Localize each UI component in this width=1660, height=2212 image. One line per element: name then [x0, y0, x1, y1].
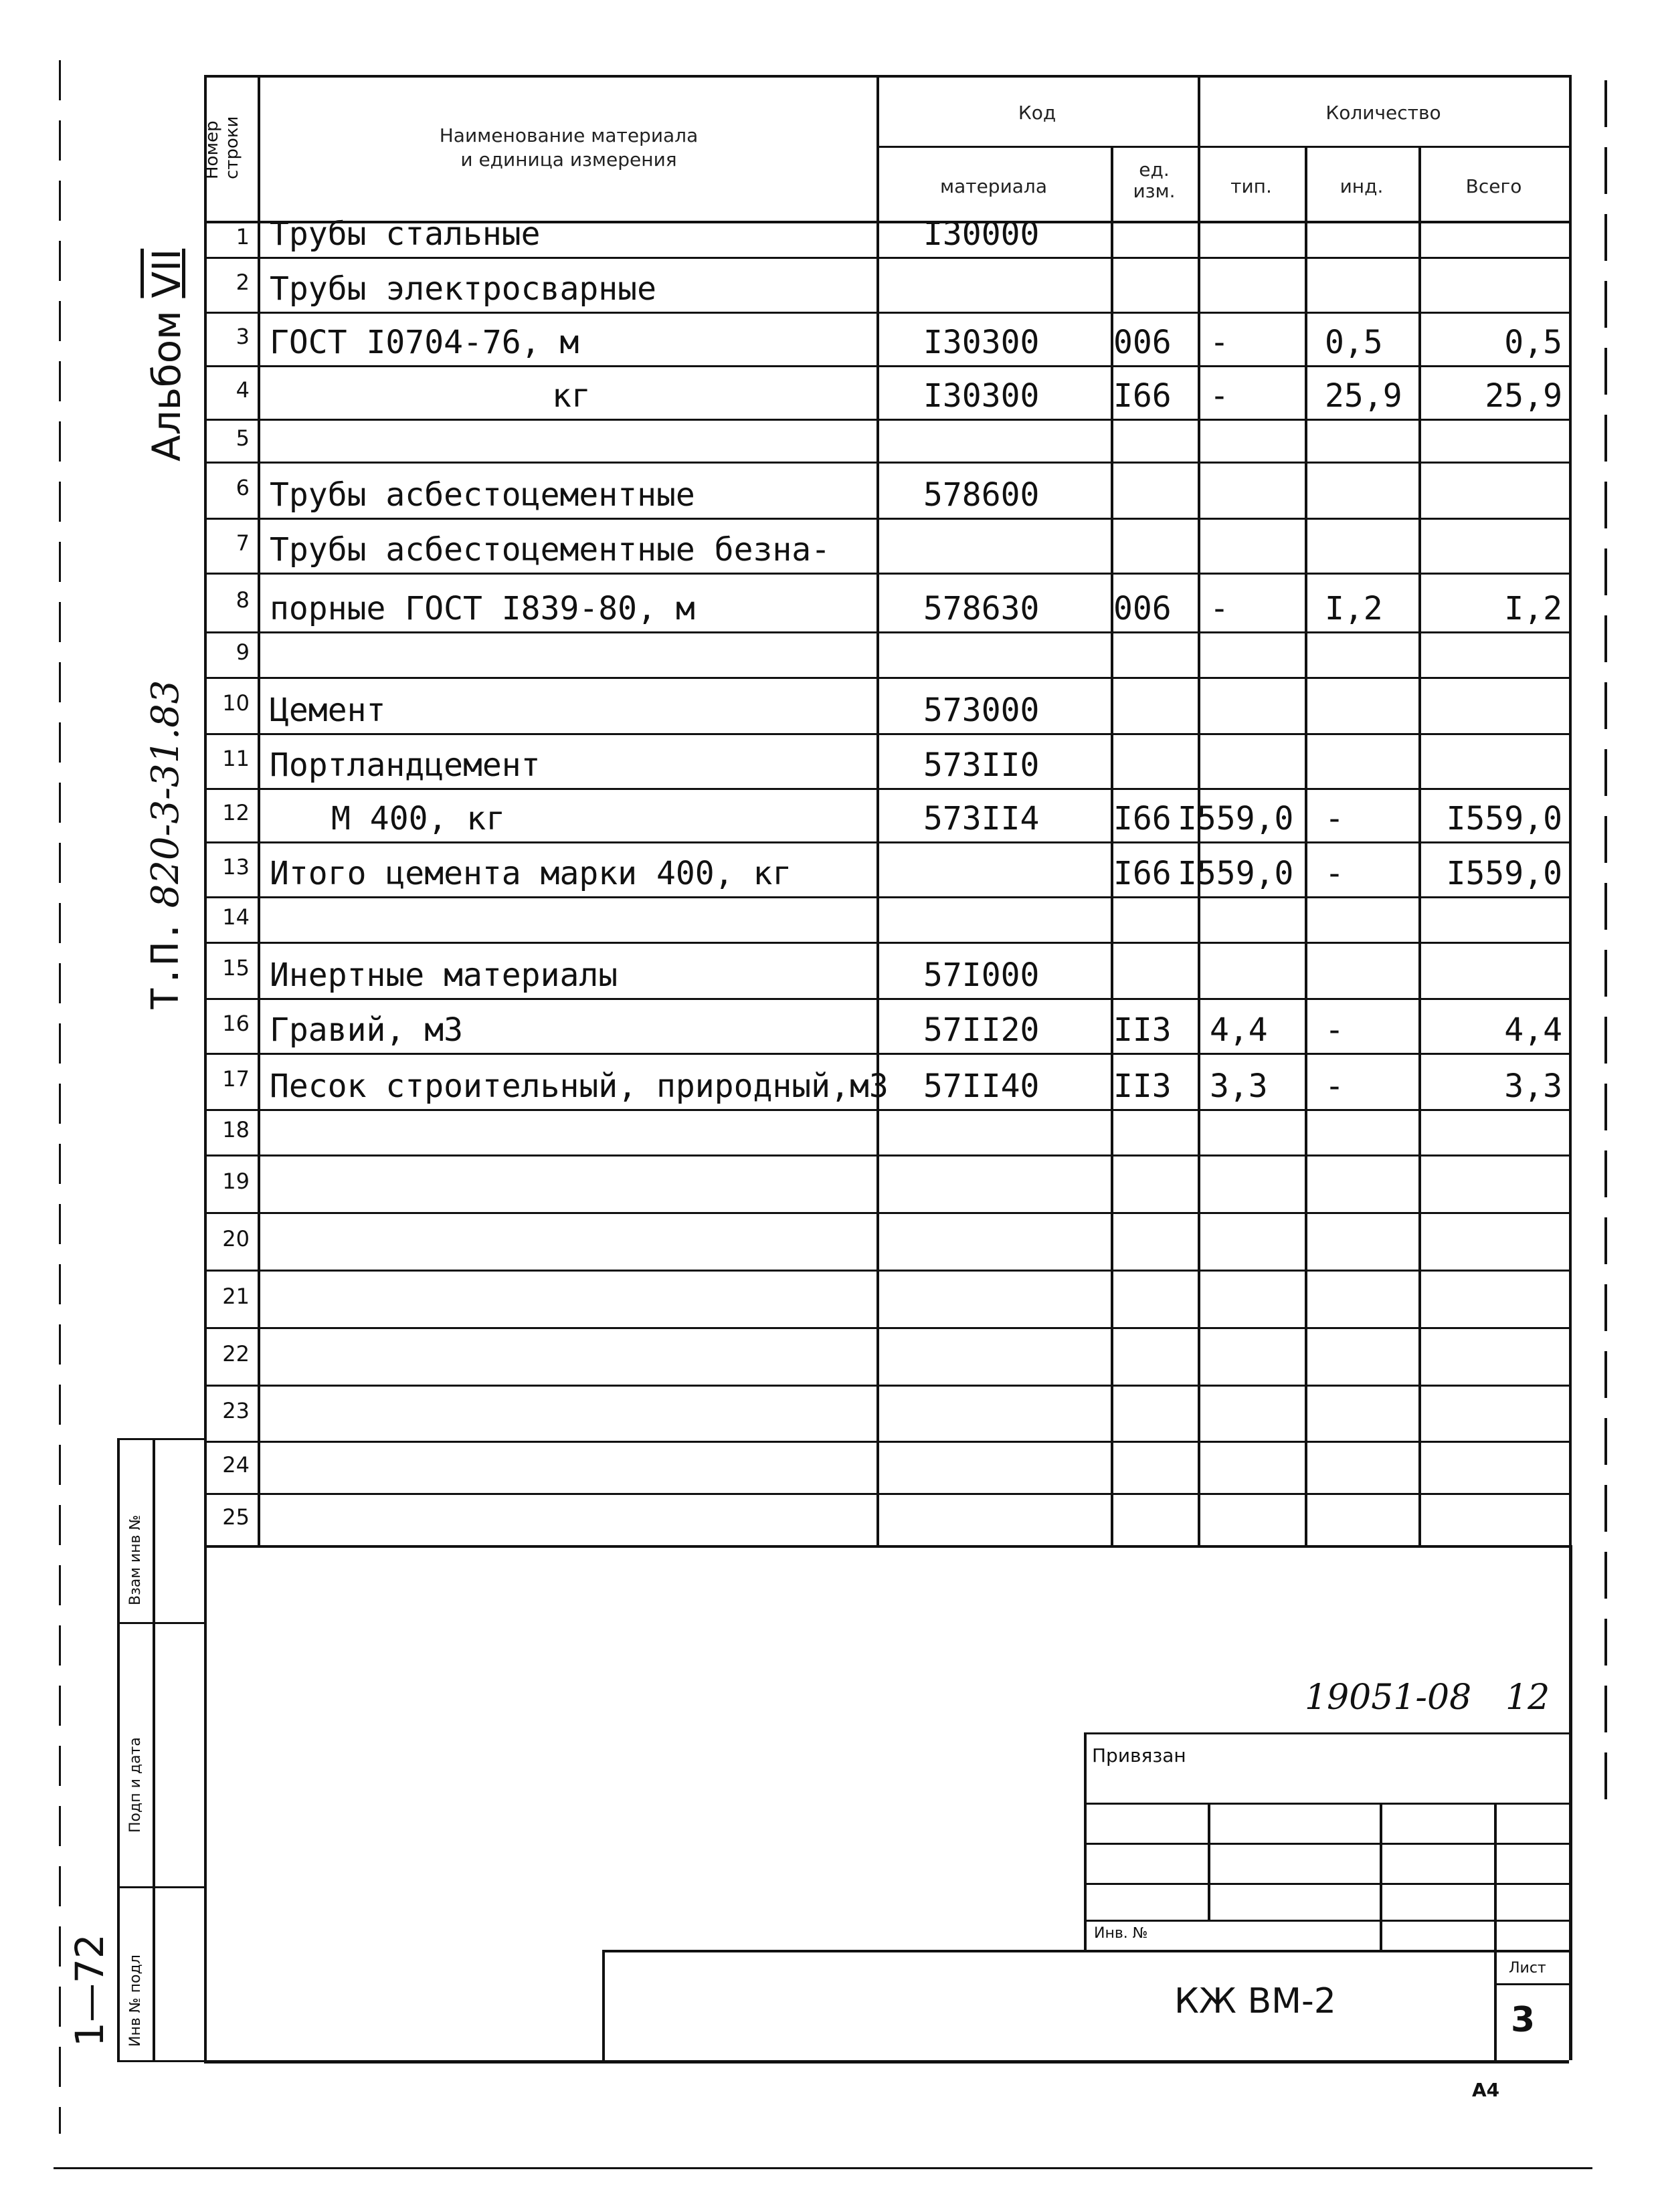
row-number: 22 [222, 1341, 250, 1367]
row-number: 5 [236, 425, 250, 451]
row-qty-ind: - [1325, 855, 1344, 892]
row-code: I30300 [923, 377, 1040, 415]
row-name: Цемент [270, 692, 386, 729]
row-number: 3 [236, 324, 250, 349]
header-row-number: Номер строки [202, 116, 242, 179]
grid-hline [204, 75, 1569, 78]
header-code-unit: ед. изм. [1133, 159, 1176, 202]
format-label: А4 [1472, 2079, 1500, 2101]
row-qty-type: - [1210, 590, 1229, 627]
row-number: 23 [222, 1398, 250, 1423]
row-unit: I66 [1113, 855, 1172, 892]
row-qty-total: 3,3 [1504, 1068, 1562, 1105]
header-quantity: Количество [1325, 102, 1441, 124]
grid-hline [204, 998, 1569, 1000]
row-number: 19 [222, 1169, 250, 1194]
grid-hline [204, 1441, 1569, 1443]
grid-hline [204, 257, 1569, 259]
row-qty-ind: I,2 [1325, 590, 1383, 627]
inv-no-label: Инв. № [1094, 1925, 1148, 1942]
grid-vline [1418, 146, 1421, 1545]
row-code: 573000 [923, 692, 1040, 729]
doc-number: 19051-08 [1305, 1678, 1472, 1718]
row-unit: 006 [1113, 590, 1172, 627]
row-number: 6 [236, 475, 250, 500]
doc-sheet: 12 [1505, 1678, 1550, 1718]
header-qty-type: тип. [1230, 175, 1272, 197]
grid-vline [1084, 1732, 1087, 1950]
privyazan-label: Привязан [1092, 1744, 1186, 1767]
header-name: Наименование материала и единица измерения [439, 124, 699, 171]
grid-hline [204, 1545, 1569, 1548]
album-label: Альбом VII [144, 248, 189, 462]
row-qty-total: 4,4 [1504, 1011, 1562, 1049]
row-number: 9 [236, 639, 250, 665]
strip-vzam: Взам инв № [127, 1514, 144, 1605]
row-qty-type: - [1210, 377, 1229, 415]
row-number: 15 [222, 955, 250, 981]
grid-hline [204, 1493, 1569, 1495]
grid-hline [204, 573, 1569, 575]
row-name: Гравий, м3 [270, 1011, 463, 1049]
grid-hline [204, 1385, 1569, 1387]
row-number: 7 [236, 530, 250, 556]
row-qty-total: I,2 [1504, 590, 1562, 627]
row-number: 10 [222, 690, 250, 716]
grid-hline [204, 677, 1569, 679]
grid-hline [204, 365, 1569, 367]
row-name: порные ГОСТ I839-80, м [270, 590, 695, 627]
row-qty-type: - [1210, 324, 1229, 361]
grid-vline [1569, 75, 1572, 1545]
grid-vline [1494, 1803, 1497, 2060]
page-number: 1—72 [67, 1934, 112, 2047]
row-qty-ind: - [1325, 1068, 1344, 1105]
row-number: 2 [236, 270, 250, 295]
header-code-material: материала [939, 175, 1047, 197]
row-name: Трубы электросварные [270, 270, 656, 308]
row-name: Итого цемента марки 400, кг [270, 855, 792, 892]
row-name: Песок строительный, природный,м3 [270, 1068, 889, 1105]
grid-hline [204, 896, 1569, 898]
row-qty-ind: 0,5 [1325, 324, 1383, 361]
grid-hline [1494, 1983, 1569, 1985]
header-code: Код [1018, 102, 1056, 124]
grid-vline [1305, 146, 1307, 1545]
row-number: 20 [222, 1226, 250, 1251]
row-code: 578630 [923, 590, 1040, 627]
row-unit: II3 [1113, 1011, 1172, 1049]
grid-hline [204, 1109, 1569, 1111]
row-code: 573II0 [923, 746, 1040, 784]
row-code: 57II40 [923, 1068, 1040, 1105]
strip-podp: Подп и дата [127, 1737, 144, 1833]
right-margin-line [1604, 80, 1607, 1819]
grid-vline [1380, 1803, 1382, 1950]
row-unit: 006 [1113, 324, 1172, 361]
grid-hline [117, 1438, 204, 1440]
row-unit: II3 [1113, 1068, 1172, 1105]
grid-hline [204, 1327, 1569, 1329]
grid-hline [204, 419, 1569, 421]
grid-vline [1208, 1803, 1210, 1920]
row-unit: I66 [1113, 377, 1172, 415]
margin-line [59, 60, 61, 2134]
grid-hline [204, 1212, 1569, 1214]
row-code: 573II4 [923, 800, 1040, 837]
row-qty-type: I559,0 [1178, 855, 1294, 892]
grid-vline [877, 75, 879, 1545]
bottom-rule [54, 2167, 1592, 2169]
row-name: Трубы асбестоцементные [270, 476, 695, 514]
header-qty-ind: инд. [1340, 175, 1384, 197]
row-name: Портландцемент [270, 746, 541, 784]
grid-hline [204, 788, 1569, 790]
row-number: 21 [222, 1284, 250, 1309]
row-name: кг [552, 377, 591, 415]
sheet-number: 3 [1511, 2000, 1536, 2040]
row-number: 16 [222, 1011, 250, 1036]
row-qty-type: 3,3 [1210, 1068, 1268, 1105]
grid-hline [204, 631, 1569, 633]
row-qty-total: 25,9 [1485, 377, 1562, 415]
grid-vline [1569, 1545, 1572, 2060]
row-qty-ind: - [1325, 1011, 1344, 1049]
row-name: ГОСТ I0704-76, м [270, 324, 579, 361]
project-code: Т.П. 820-3-31.83 [144, 680, 187, 1010]
grid-vline [117, 1438, 120, 2060]
grid-hline [204, 1270, 1569, 1272]
grid-vline [602, 1950, 605, 2060]
grid-vline [153, 1438, 155, 2060]
grid-hline [204, 1053, 1569, 1055]
row-qty-ind: 25,9 [1325, 377, 1402, 415]
row-qty-total: I559,0 [1446, 800, 1562, 837]
row-number: 25 [222, 1504, 250, 1530]
row-name: Трубы стальные [270, 215, 541, 253]
grid-vline [204, 1545, 207, 2060]
grid-hline [204, 942, 1569, 944]
row-number: 13 [222, 854, 250, 880]
grid-hline [117, 2060, 204, 2062]
row-qty-total: 0,5 [1504, 324, 1562, 361]
row-name: Трубы асбестоцементные безна- [270, 531, 831, 569]
row-qty-type: 4,4 [1210, 1011, 1268, 1049]
row-qty-type: I559,0 [1178, 800, 1294, 837]
row-number: 4 [236, 377, 250, 403]
row-code: I30000 [923, 215, 1040, 253]
header-qty-total: Всего [1465, 175, 1522, 197]
grid-hline [204, 841, 1569, 843]
row-number: 8 [236, 587, 250, 613]
row-number: 1 [236, 224, 250, 249]
grid-hline [204, 518, 1569, 520]
row-number: 17 [222, 1066, 250, 1092]
row-code: 578600 [923, 476, 1040, 514]
strip-inv: Инв № подл [127, 1954, 144, 2047]
grid-hline [204, 2060, 1569, 2064]
grid-hline [204, 312, 1569, 314]
row-code: 57I000 [923, 957, 1040, 994]
row-code: 57II20 [923, 1011, 1040, 1049]
row-unit: I66 [1113, 800, 1172, 837]
grid-hline [877, 146, 1569, 148]
row-number: 14 [222, 904, 250, 930]
row-number: 24 [222, 1452, 250, 1478]
designation: КЖ ВМ-2 [1174, 1981, 1336, 2021]
grid-vline [258, 75, 260, 1545]
grid-hline [1084, 1732, 1569, 1734]
row-number: 12 [222, 800, 250, 825]
grid-hline [117, 1886, 204, 1888]
grid-hline [204, 1154, 1569, 1157]
row-name: Инертные материалы [270, 957, 618, 994]
grid-vline [204, 75, 207, 1545]
row-number: 11 [222, 746, 250, 771]
sheet-label: Лист [1509, 1960, 1546, 1977]
grid-hline [602, 1950, 1569, 1952]
row-code: I30300 [923, 324, 1040, 361]
grid-hline [204, 733, 1569, 735]
album-number: VII [144, 248, 189, 298]
row-qty-total: I559,0 [1446, 855, 1562, 892]
row-name: М 400, кг [331, 800, 506, 837]
row-qty-ind: - [1325, 800, 1344, 837]
row-number: 18 [222, 1117, 250, 1142]
grid-hline [117, 1622, 204, 1624]
grid-hline [204, 462, 1569, 464]
